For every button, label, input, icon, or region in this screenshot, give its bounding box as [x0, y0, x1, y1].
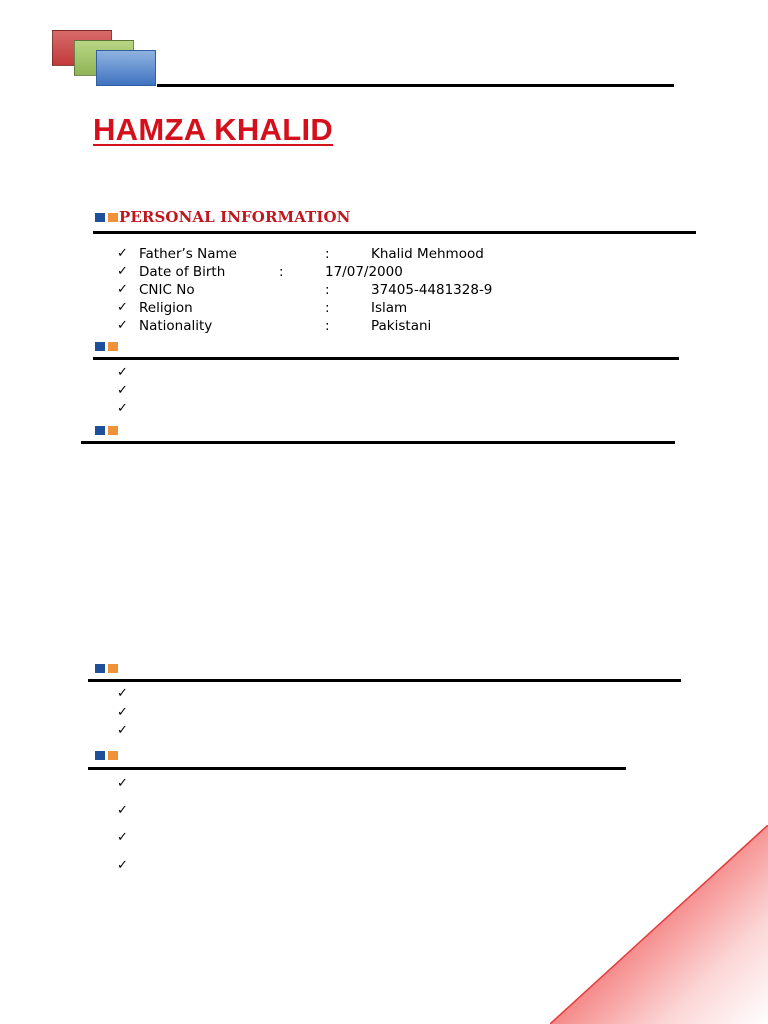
corner-triangle-edge — [550, 825, 768, 1024]
section-bullet-5 — [95, 751, 119, 760]
section-bullet-2 — [95, 342, 119, 351]
check-icon: ✓ — [117, 264, 128, 279]
check-icon: ✓ — [117, 858, 128, 873]
field-value: Islam — [371, 300, 408, 316]
header-rule — [157, 84, 674, 87]
section-bullet-personal — [95, 213, 119, 222]
logo-square-blue — [96, 50, 156, 86]
field-value: 37405-4481328-9 — [371, 282, 493, 298]
section-rule-4 — [88, 679, 681, 682]
section-rule-personal — [93, 231, 696, 234]
check-icon: ✓ — [117, 705, 128, 720]
check-icon: ✓ — [117, 383, 128, 398]
bullet-square-blue — [95, 664, 105, 673]
bullet-square-orange — [108, 751, 118, 760]
field-label: Date of Birth — [139, 264, 226, 280]
field-separator: : — [325, 246, 330, 262]
check-icon: ✓ — [117, 401, 128, 416]
bullet-square-blue — [95, 342, 105, 351]
bullet-square-orange — [108, 213, 118, 222]
field-value: 17/07/2000 — [325, 264, 403, 280]
field-value: Khalid Mehmood — [371, 246, 484, 262]
field-value: Pakistani — [371, 318, 432, 334]
applicant-name: HAMZA KHALID — [93, 112, 334, 147]
check-icon: ✓ — [117, 365, 128, 380]
bullet-square-orange — [108, 426, 118, 435]
field-label: Nationality — [139, 318, 213, 334]
check-icon: ✓ — [117, 318, 128, 333]
bullet-square-blue — [95, 213, 105, 222]
field-label: Religion — [139, 300, 193, 316]
field-separator: : — [325, 318, 330, 334]
check-icon: ✓ — [117, 723, 128, 738]
check-icon: ✓ — [117, 246, 128, 261]
section-bullet-3 — [95, 426, 119, 435]
section-title-personal: PERSONAL INFORMATION — [119, 208, 351, 226]
field-label: CNIC No — [139, 282, 195, 298]
section-rule-2 — [93, 357, 679, 360]
section-rule-3 — [81, 441, 675, 444]
check-icon: ✓ — [117, 686, 128, 701]
field-separator: : — [325, 300, 330, 316]
section-bullet-4 — [95, 664, 119, 673]
bullet-square-orange — [108, 342, 118, 351]
field-separator: : — [325, 282, 330, 298]
check-icon: ✓ — [117, 776, 128, 791]
bullet-square-orange — [108, 664, 118, 673]
bullet-square-blue — [95, 751, 105, 760]
field-label: Father’s Name — [139, 246, 237, 262]
check-icon: ✓ — [117, 803, 128, 818]
corner-triangle-edge-line — [550, 825, 768, 1024]
check-icon: ✓ — [117, 300, 128, 315]
check-icon: ✓ — [117, 282, 128, 297]
check-icon: ✓ — [117, 830, 128, 845]
section-rule-5 — [88, 767, 626, 770]
bullet-square-blue — [95, 426, 105, 435]
field-separator: : — [279, 264, 284, 280]
